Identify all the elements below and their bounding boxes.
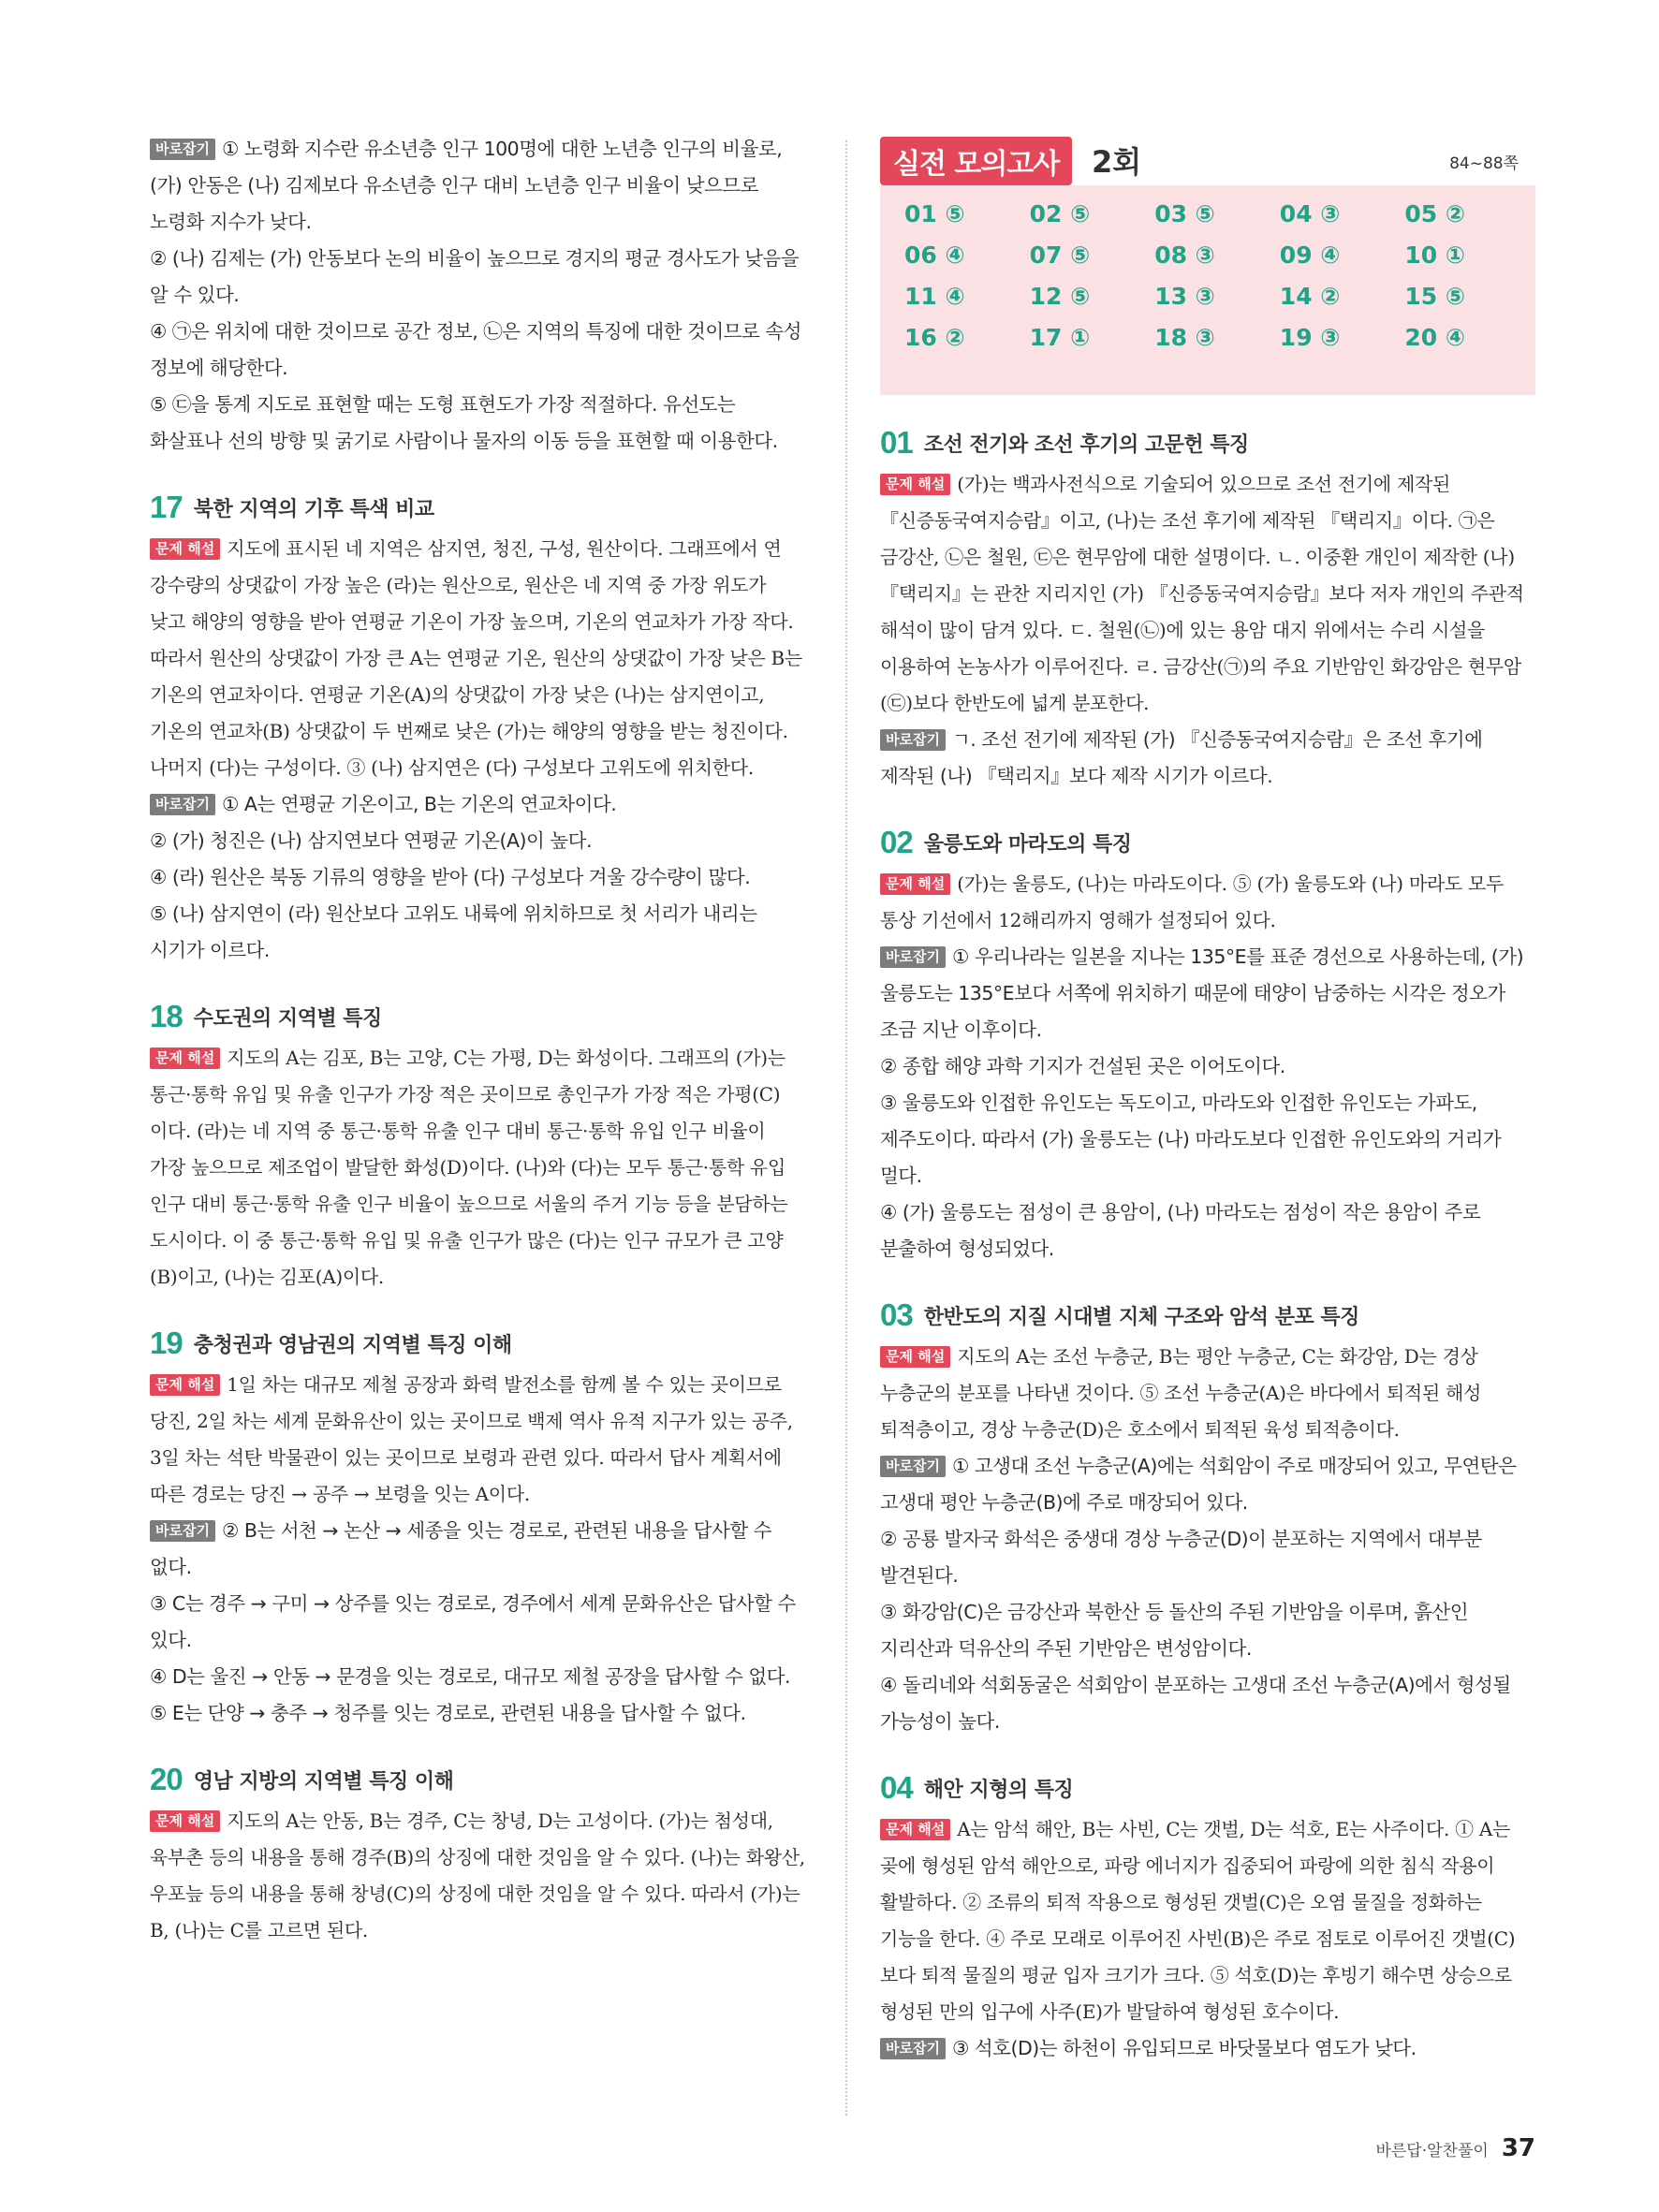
solution-tag: 문제 해설 bbox=[150, 1374, 220, 1396]
correction-text: 바로잡기 ② B는 서천 → 논산 → 세종을 잇는 경로로, 관련된 내용을 답사할 수 없다. bbox=[150, 1519, 771, 1578]
section-number: 02 bbox=[880, 825, 913, 859]
section-title: 북한 지역의 기후 특색 비교 bbox=[193, 497, 434, 521]
exam-round: 2회 bbox=[1092, 144, 1142, 180]
section-title: 조선 전기와 조선 후기의 고문헌 특징 bbox=[923, 432, 1249, 457]
correction-text: ③ 화강암(C)은 금강산과 북한산 등 돌산의 주된 기반암을 이루며, 흙산인 지리산과 덕유산의 주된 기반암은 변성암이다. bbox=[880, 1601, 1469, 1660]
correction-text: ④ (라) 원산은 북동 기류의 영향을 받아 (다) 구성보다 겨울 강수량이 많다. bbox=[150, 866, 751, 888]
answer-cell: 07 ⑤ bbox=[1029, 242, 1091, 269]
solution-tag: 문제 해설 bbox=[880, 474, 950, 495]
correction-text: ④ 돌리네와 석회동굴은 석회암이 분포하는 고생대 조선 누층군(A)에서 형성될 가능성이 높다. bbox=[880, 1674, 1511, 1733]
section-number: 19 bbox=[150, 1326, 183, 1360]
answer-cell: 09 ④ bbox=[1279, 242, 1341, 269]
section-number: 18 bbox=[150, 999, 183, 1033]
answer-cell: 05 ② bbox=[1404, 200, 1466, 227]
solution-text: 문제 해설 지도에 표시된 네 지역은 삼지연, 청진, 구성, 원산이다. 그래프에서 연 강수량의 상댓값이 가장 높은 (라)는 원산으로, 원산은 네 지역 중 가장 위도가 낮고 해양의 영향을 받아 연평균 기온이 가장 높으며, 기온의 연교차가 가장 작다. 따라서 원산의 상댓값이 가장 큰 A는 연평균 기온, 원산의 상댓값이 가장 낮은 B는 기온의 연교차이다. 연평균 기온(A)의 상댓값이 가장 낮은 (나)는 삼지연이고, 기온의 연교차(B) 상댓값이 두 번째로 낮은 (가)는 해양의 영향을 받는 청진이다. 나머지 (다)는 구성이다. ③ (나) 삼지연은 (다) 구성보다 고위도에 위치한다. bbox=[150, 537, 802, 779]
correction-tag: 바로잡기 bbox=[150, 794, 215, 815]
answer-cell: 12 ⑤ bbox=[1029, 283, 1091, 310]
book-title: 바른답·알찬풀이 bbox=[1375, 2141, 1489, 2161]
solution-tag: 문제 해설 bbox=[150, 1047, 220, 1069]
answer-cell: 06 ④ bbox=[904, 242, 965, 269]
correction-text: ② (가) 청진은 (나) 삼지연보다 연평균 기온(A)이 높다. bbox=[150, 829, 592, 852]
section-title: 해안 지형의 특징 bbox=[923, 1778, 1074, 1802]
solution-text: 문제 해설 지도의 A는 안동, B는 경주, C는 창녕, D는 고성이다. (가)는 첨성대, 육부촌 등의 내용을 통해 경주(B)의 상징에 대한 것임을 알 수 있다. (나)는 화왕산, 우포늪 등의 내용을 통해 창녕(C)의 상징에 대한 것임을 알 수 있다. 따라서 (가)는 B, (나)는 C를 고르면 된다. bbox=[150, 1809, 805, 1941]
exam-badge: 실전 모의고사 bbox=[880, 137, 1072, 185]
solution-text: 문제 해설 (가)는 백과사전식으로 기술되어 있으므로 조선 전기에 제작된 『신증동국여지승람』이고, (나)는 조선 후기에 제작된 『택리지』이다. ㉠은 금강산, ㉡은 철원, ㉢은 현무암에 대한 설명이다. ㄴ. 이중환 개인이 제작한 (나) 『택리지』는 관찬 지리지인 (가) 『신증동국여지승람』보다 저자 개인의 주관적 해석이 많이 담겨 있다. ㄷ. 철원(㉡)에 있는 용암 대지 위에서는 수리 시설을 이용하여 논농사가 이루어진다. ㄹ. 금강산(㉠)의 주요 기반암인 화강암은 현무암(㉢)보다 한반도에 넓게 분포한다. bbox=[880, 473, 1524, 714]
left-column bbox=[150, 131, 805, 1949]
answer-grid bbox=[880, 185, 1535, 356]
section-number: 03 bbox=[880, 1297, 913, 1332]
answer-cell: 15 ⑤ bbox=[1404, 283, 1466, 310]
answer-cell: 18 ③ bbox=[1154, 324, 1215, 351]
answer-cell: 14 ② bbox=[1279, 283, 1341, 310]
section-heading-01 bbox=[880, 425, 1535, 461]
section-heading-19 bbox=[150, 1326, 805, 1361]
correction-tag: 바로잡기 bbox=[150, 139, 215, 160]
intro-corrections bbox=[150, 131, 805, 460]
correction-text: 바로잡기 ① A는 연평균 기온이고, B는 기온의 연교차이다. bbox=[150, 786, 805, 823]
correction-tag: 바로잡기 bbox=[880, 1456, 946, 1477]
section-heading-04 bbox=[880, 1770, 1535, 1806]
section-title: 수도권의 지역별 특징 bbox=[193, 1006, 382, 1031]
correction-text: ② 공룡 발자국 화석은 중생대 경상 누층군(D)이 분포하는 지역에서 대부분 발견된다. bbox=[880, 1528, 1482, 1587]
answer-key-header bbox=[880, 131, 1535, 185]
answer-cell: 04 ③ bbox=[1279, 200, 1341, 227]
column-divider bbox=[845, 140, 847, 2116]
solution-text: 문제 해설 지도의 A는 김포, B는 고양, C는 가평, D는 화성이다. 그래프의 (가)는 통근·통학 유입 및 유출 인구가 가장 적은 곳이므로 총인구가 가장 적은 가평(C)이다. (라)는 네 지역 중 통근·통학 유출 인구 대비 통근·통학 유입 인구 비율이 가장 높으므로 제조업이 발달한 화성(D)이다. (나)와 (다)는 모두 통근·통학 유입 인구 대비 통근·통학 유출 인구 비율이 높으므로 서울의 주거 기능 등을 분담하는 도시이다. 이 중 통근·통학 유입 및 유출 인구가 많은 (다)는 인구 규모가 큰 고양(B)이고, (나)는 김포(A)이다. bbox=[150, 1047, 788, 1288]
answer-cell: 10 ① bbox=[1404, 242, 1466, 269]
right-column bbox=[880, 131, 1535, 2067]
correction-text: ② (나) 김제는 (가) 안동보다 논의 비율이 높으므로 경지의 평균 경사도가 낮음을 알 수 있다. bbox=[150, 247, 800, 306]
correction-text: ④ ㉠은 위치에 대한 것이므로 공간 정보, ㉡은 지역의 특징에 대한 것이므로 속성 정보에 해당한다. bbox=[150, 320, 801, 379]
solution-text: 문제 해설 A는 암석 해안, B는 사빈, C는 갯벌, D는 석호, E는 사주이다. ① A는 곶에 형성된 암석 해안으로, 파랑 에너지가 집중되어 파랑에 의한 침식 작용이 활발하다. ② 조류의 퇴적 작용으로 형성된 갯벌(C)은 오염 물질을 정화하는 기능을 한다. ④ 주로 모래로 이루어진 사빈(B)은 주로 점토로 이루어진 갯벌(C)보다 퇴적 물질의 평균 입자 크기가 크다. ⑤ 석호(D)는 후빙기 해수면 상승으로 형성된 만의 입구에 사주(E)가 발달하여 형성된 호수이다. bbox=[880, 1818, 1516, 2023]
section-title: 충청권과 영남권의 지역별 특징 이해 bbox=[193, 1333, 512, 1357]
correction-text: ④ D는 울진 → 안동 → 문경을 잇는 경로로, 대규모 제철 공장을 답사할 수 없다. bbox=[150, 1665, 790, 1688]
page-number: 37 bbox=[1501, 2134, 1535, 2162]
correction-tag: 바로잡기 bbox=[150, 1520, 215, 1542]
answer-cell: 08 ③ bbox=[1154, 242, 1215, 269]
correction-tag: 바로잡기 bbox=[880, 2038, 946, 2059]
solution-tag: 문제 해설 bbox=[150, 1810, 220, 1832]
section-heading-18 bbox=[150, 999, 805, 1034]
correction-tag: 바로잡기 bbox=[880, 729, 946, 751]
answer-cell: 01 ⑤ bbox=[904, 200, 965, 227]
correction-text: 바로잡기 ③ 석호(D)는 하천이 유입되므로 바닷물보다 염도가 낮다. bbox=[880, 2030, 1535, 2067]
solution-tag: 문제 해설 bbox=[880, 1819, 950, 1840]
answer-key-box bbox=[880, 131, 1535, 395]
section-heading-20 bbox=[150, 1762, 805, 1797]
answer-cell: 13 ③ bbox=[1154, 283, 1215, 310]
solution-text: 문제 해설 지도의 A는 조선 누층군, B는 평안 누층군, C는 화강암, D는 경상 누층군의 분포를 나타낸 것이다. ⑤ 조선 누층군(A)은 바다에서 퇴적된 해성 퇴적층이고, 경상 누층군(D)은 호소에서 퇴적된 육성 퇴적층이다. bbox=[880, 1345, 1481, 1441]
section-number: 01 bbox=[880, 425, 913, 460]
section-number: 17 bbox=[150, 490, 183, 524]
answer-cell: 16 ② bbox=[904, 324, 965, 351]
correction-text: ③ C는 경주 → 구미 → 상주를 잇는 경로로, 경주에서 세계 문화유산은 답사할 수 있다. bbox=[150, 1592, 796, 1651]
correction-text: ⑤ ㉢을 통계 지도로 표현할 때는 도형 표현도가 가장 적절하다. 유선도는 화살표나 선의 방향 및 굵기로 사람이나 물자의 이동 등을 표현할 때 이용한다. bbox=[150, 393, 778, 452]
solution-text: 문제 해설 1일 차는 대규모 제철 공장과 화력 발전소를 함께 볼 수 있는 곳이므로 당진, 2일 차는 세계 문화유산이 있는 곳이므로 백제 역사 유적 지구가 있는 공주, 3일 차는 석탄 박물관이 있는 곳이므로 보령과 관련 있다. 따라서 답사 계획서에 따른 경로는 당진 → 공주 → 보령을 잇는 A이다. bbox=[150, 1373, 793, 1505]
section-number: 20 bbox=[150, 1762, 183, 1796]
section-heading-02 bbox=[880, 825, 1535, 860]
answer-cell: 11 ④ bbox=[904, 283, 965, 310]
correction-text: ⑤ (나) 삼지연이 (라) 원산보다 고위도 내륙에 위치하므로 첫 서리가 내리는 시기가 이르다. bbox=[150, 902, 757, 961]
correction-tag: 바로잡기 bbox=[880, 946, 946, 968]
solution-tag: 문제 해설 bbox=[880, 1346, 950, 1368]
section-title: 영남 지방의 지역별 특징 이해 bbox=[193, 1769, 454, 1794]
correction-text: 바로잡기 ① 우리나라는 일본을 지나는 135°E를 표준 경선으로 사용하는데, (가) 울릉도는 135°E보다 서쪽에 위치하기 때문에 태양이 남중하는 시각은 정오가 조금 지난 이후이다. bbox=[880, 945, 1524, 1041]
page-range: 84~88쪽 bbox=[1449, 154, 1519, 173]
page-footer bbox=[1375, 2134, 1535, 2162]
solution-tag: 문제 해설 bbox=[880, 873, 950, 895]
section-number: 04 bbox=[880, 1770, 913, 1805]
correction-text: ③ 울릉도와 인접한 유인도는 독도이고, 마라도와 인접한 유인도는 가파도, 제주도이다. 따라서 (가) 울릉도는 (나) 마라도보다 인접한 유인도와의 거리가 멀다. bbox=[880, 1091, 1502, 1187]
correction-text: ② 종합 해양 과학 기지가 건설된 곳은 이어도이다. bbox=[880, 1055, 1285, 1077]
correction-text: ⑤ E는 단양 → 충주 → 청주를 잇는 경로로, 관련된 내용을 답사할 수 없다. bbox=[150, 1702, 746, 1724]
solution-tag: 문제 해설 bbox=[150, 538, 220, 560]
answer-cell: 03 ⑤ bbox=[1154, 200, 1215, 227]
section-title: 한반도의 지질 시대별 지체 구조와 암석 분포 특징 bbox=[923, 1305, 1359, 1329]
section-heading-03 bbox=[880, 1297, 1535, 1333]
answer-cell: 17 ① bbox=[1029, 324, 1091, 351]
correction-text: 바로잡기 ① 고생대 조선 누층군(A)에는 석회암이 주로 매장되어 있고, 무연탄은 고생대 평안 누층군(B)에 주로 매장되어 있다. bbox=[880, 1455, 1517, 1514]
answer-cell: 19 ③ bbox=[1279, 324, 1341, 351]
solution-text: 문제 해설 (가)는 울릉도, (나)는 마라도이다. ⑤ (가) 울릉도와 (나) 마라도 모두 통상 기선에서 12해리까지 영해가 설정되어 있다. bbox=[880, 872, 1505, 931]
correction-text: 바로잡기 ㄱ. 조선 전기에 제작된 (가) 『신증동국여지승람』은 조선 후기에 제작된 (나) 『택리지』보다 제작 시기가 이르다. bbox=[880, 728, 1483, 787]
correction-text: ④ (가) 울릉도는 점성이 큰 용암이, (나) 마라도는 점성이 작은 용암이 주로 분출하여 형성되었다. bbox=[880, 1201, 1481, 1260]
correction-text: 바로잡기 ① 노령화 지수란 유소년층 인구 100명에 대한 노년층 인구의 비율로, (가) 안동은 (나) 김제보다 유소년층 인구 대비 노년층 인구 비율이 낮으므로 노령화 지수가 낮다. bbox=[150, 138, 783, 233]
section-title: 울릉도와 마라도의 특징 bbox=[923, 832, 1132, 857]
answer-cell: 02 ⑤ bbox=[1029, 200, 1091, 227]
answer-cell: 20 ④ bbox=[1404, 324, 1466, 351]
section-heading-17 bbox=[150, 490, 805, 525]
